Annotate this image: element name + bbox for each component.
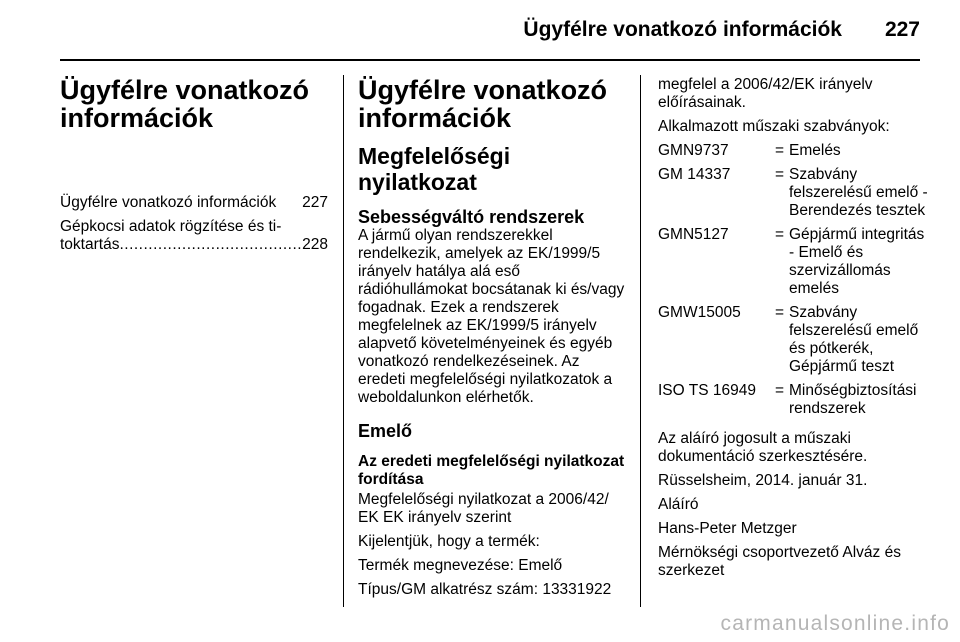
standard-code: GMN9737 xyxy=(658,142,729,159)
standard-code: GMW15005 xyxy=(658,304,741,321)
standard-description: Szabvány felszerelésű emelő és pótkerék, Gépjármű teszt xyxy=(789,304,919,375)
page-number: 227 xyxy=(884,18,920,41)
toc-leader-dots: ...................................... xyxy=(119,236,303,253)
body-paragraph: Megfelelőségi nyilatkozat a 2006/42/ EK EK irányelv szerint xyxy=(358,491,609,526)
chapter-title: Ügyfélre vonatkozó információk xyxy=(60,75,310,133)
standard-equals: = xyxy=(775,382,785,399)
standard-description: Gépjármű integritás - Emelő és szervizállomás emelés xyxy=(789,226,925,297)
subsection-heading: Sebességváltó rendszerek xyxy=(358,207,585,227)
toc-entry[interactable] xyxy=(60,194,328,212)
subsection-heading: Emelő xyxy=(358,421,413,441)
header-rule xyxy=(60,59,920,61)
standards-table xyxy=(658,142,930,418)
content-column-2 xyxy=(658,76,930,586)
standards-row xyxy=(658,142,930,160)
body-paragraph: Hans-Peter Metzger xyxy=(658,520,797,537)
watermark: carmanualsonline.info xyxy=(720,612,950,635)
toc-entry[interactable] xyxy=(60,218,328,254)
body-paragraph: Rüsselsheim, 2014. január 31. xyxy=(658,472,868,489)
toc-entry-label: Ügyfélre vonatkozó információk xyxy=(60,194,277,211)
standard-code: GM 14337 xyxy=(658,166,731,183)
column-divider-2 xyxy=(640,75,641,607)
section-title: Ügyfélre vonatkozó információk xyxy=(358,75,608,133)
body-paragraph: Aláíró xyxy=(658,496,699,513)
standard-description: Emelés xyxy=(789,142,841,159)
body-paragraph: Mérnökségi csoportvezető Alváz és szerkezet xyxy=(658,544,901,579)
standard-description: Minőségbiztosítási rendszerek xyxy=(789,382,917,417)
toc-entry-page: 228 xyxy=(302,236,328,253)
minor-heading: Az eredeti megfelelőségi nyilatkozat fordítása xyxy=(358,453,625,488)
standard-equals: = xyxy=(775,166,785,183)
body-paragraph: megfelel a 2006/42/EK irányelv előírásainak. xyxy=(658,76,873,111)
standards-row xyxy=(658,304,930,376)
standard-code: ISO TS 16949 xyxy=(658,382,756,399)
standards-row xyxy=(658,382,930,418)
body-paragraph: Kijelentjük, hogy a termék: xyxy=(358,533,540,550)
content-column-1 xyxy=(358,76,628,605)
body-paragraph: Az aláíró jogosult a műszaki dokumentáció szerkesztésére. xyxy=(658,430,868,465)
running-header-title: Ügyfélre vonatkozó információk xyxy=(523,18,842,41)
standard-description: Szabvány felszerelésű emelő - Berendezés tesztek xyxy=(789,166,928,219)
standard-equals: = xyxy=(775,226,785,243)
toc-entry-page: 227 xyxy=(302,194,328,211)
column-divider-1 xyxy=(343,75,344,607)
standards-row xyxy=(658,226,930,298)
body-paragraph: A jármű olyan rendszerekkel rendelkezik, amelyek az EK/1999/5 irányelv hatálya alá eső rádióhullámokat bocsátanak ki és/vagy fogadnak. Ezek a rendszerek megfelelnek az EK/1999/5 irányelv alapvető követelményeinek és egyéb vonatkozó rendelkezéseinek. Az eredeti megfelelőségi nyilatkozatok a weboldalunkon elérhetők. xyxy=(358,227,625,406)
body-paragraph: Alkalmazott műszaki szabványok: xyxy=(658,118,890,135)
standard-equals: = xyxy=(775,304,785,321)
toc-column xyxy=(60,76,328,254)
standards-row xyxy=(658,166,930,220)
toc-entry-label: Gépkocsi adatok rögzítése és ti- xyxy=(60,218,282,235)
toc-entry-label-cont: toktartás xyxy=(60,236,120,253)
standard-code: GMN5127 xyxy=(658,226,729,243)
body-paragraph: Típus/GM alkatrész szám: 13331922 xyxy=(358,581,612,598)
standard-equals: = xyxy=(775,142,785,159)
section-heading: Megfelelőségi nyilatkozat xyxy=(358,143,511,195)
body-paragraph: Termék megnevezése: Emelő xyxy=(358,557,563,574)
